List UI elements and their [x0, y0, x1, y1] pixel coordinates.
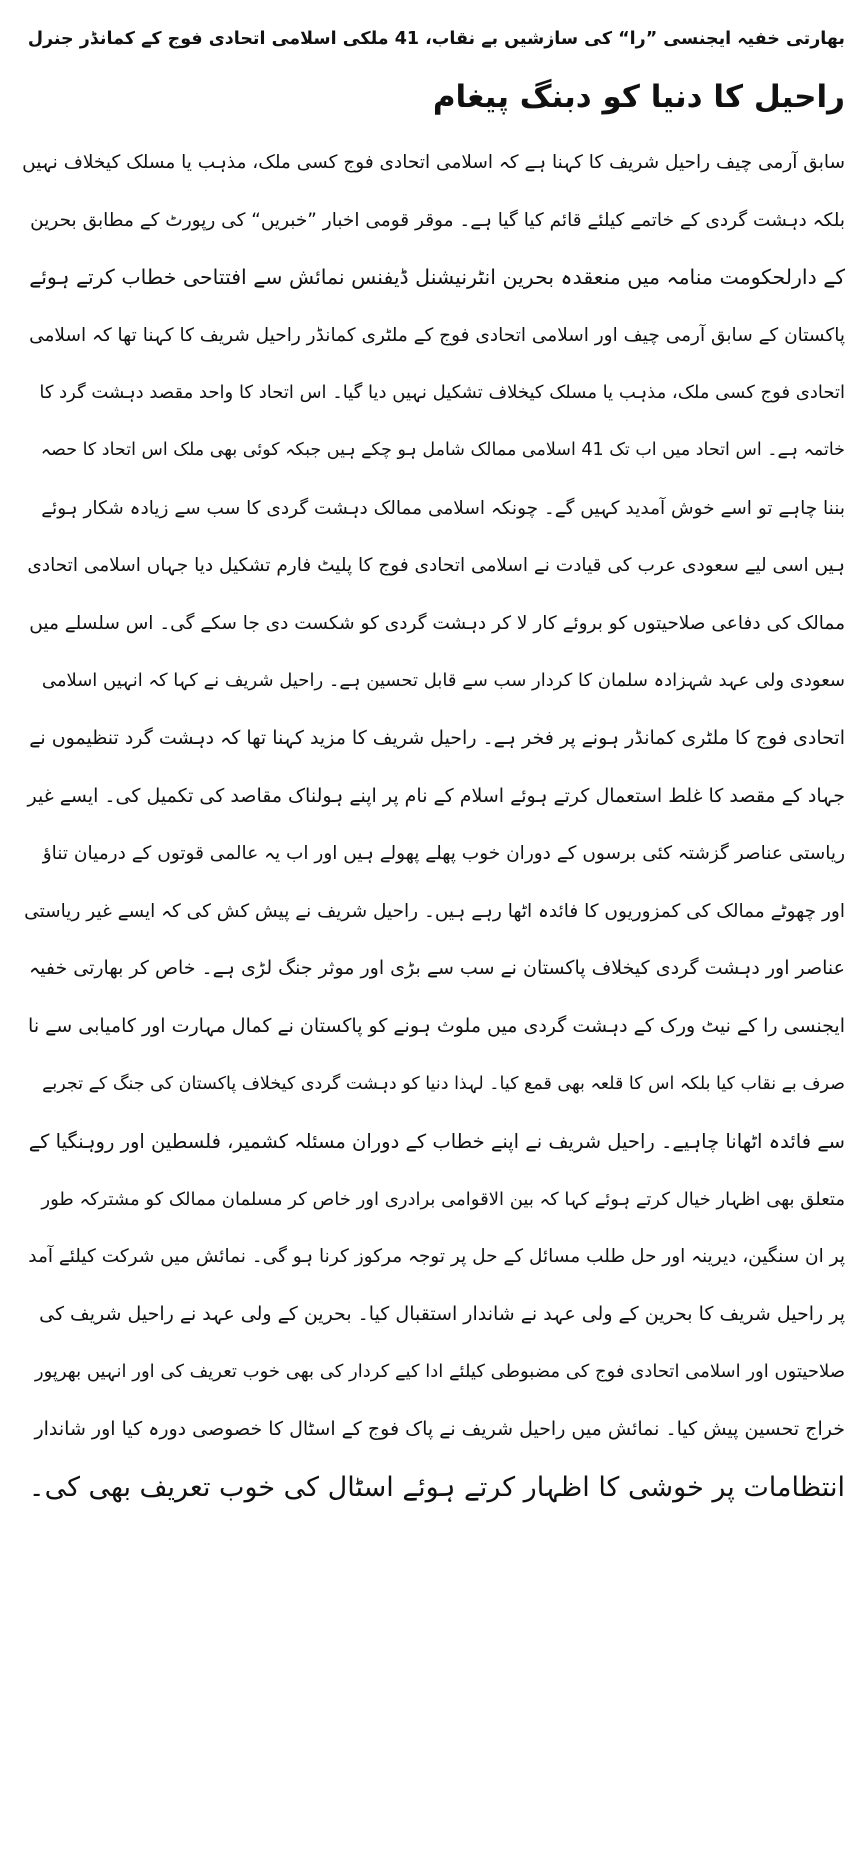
- body-line: بلکہ دہشت گردی کے خاتمے کیلئے قائم کیا گیا ہے۔ موقر قومی اخبار ”خبریں“ کی رپورٹ کے مطابق بحرین: [30, 209, 845, 231]
- body-line: سے فائدہ اٹھانا چاہیے۔ راحیل شریف نے اپنے خطاب کے دوران مسئلہ کشمیر، فلسطین اور روہنگیا کے: [28, 1130, 845, 1154]
- headline-line: بھارتی خفیہ ایجنسی ”را“ کی سازشیں بے نقاب، 41 ملکی اسلامی اتحادی فوج کے کمانڈر جنرل: [27, 29, 845, 49]
- body-line: اتحادی فوج کا ملٹری کمانڈر ہونے پر فخر ہے۔ راحیل شریف کا مزید کہنا تھا کہ دہشت گرد تنظیموں نے: [29, 726, 845, 749]
- body-line: ایجنسی را کے نیٹ ورک کے دہشت گردی میں ملوث ہونے کو پاکستان نے کمال مہارت اور کامیابی سے نا: [28, 1014, 845, 1037]
- body-line: ممالک کی دفاعی صلاحیتوں کو بروئے کار لا کر دہشت گردی کو شکست دی جا سکے گی۔ اس سلسلے میں: [29, 612, 845, 634]
- body-line: ریاستی عناصر گزشتہ کئی برسوں کے دوران خوب پھلے پھولے ہیں اور اب یہ عالمی قوتوں کے درمیان تناؤ: [42, 843, 845, 865]
- body-line: پاکستان کے سابق آرمی چیف اور اسلامی اتحادی فوج کے ملٹری کمانڈر راحیل شریف کا کہنا تھا کہ اسلامی: [29, 324, 845, 346]
- body-line: انتظامات پر خوشی کا اظہار کرتے ہوئے اسٹال کی خوب تعریف بھی کی۔: [28, 1471, 845, 1503]
- body-line: صرف بے نقاب کیا بلکہ اس کا قلعہ بھی قمع کیا۔ لہذا دنیا کو دہشت گردی کیخلاف پاکستان کی جنگ کے تجربے: [42, 1073, 845, 1094]
- body-line: جہاد کے مقصد کا غلط استعمال کرتے ہوئے اسلام کے نام پر اپنے ہولناک مقاصد کی تکمیل کی۔ ایسے غیر: [27, 784, 845, 807]
- body-line: خراج تحسین پیش کیا۔ نمائش میں راحیل شریف نے پاک فوج کے اسٹال کا خصوصی دورہ کیا اور شاندار: [34, 1418, 845, 1441]
- body-line: عناصر اور دہشت گردی کیخلاف پاکستان نے سب سے بڑی اور موثر جنگ لڑی ہے۔ خاص کر بھارتی خفیہ: [28, 957, 845, 980]
- body-line: خاتمہ ہے۔ اس اتحاد میں اب تک 41 اسلامی ممالک شامل ہو چکے ہیں جبکہ کوئی بھی ملک اس اتحاد کا حصہ: [40, 439, 845, 460]
- body-line: متعلق بھی اظہار خیال کرتے ہوئے کہا کہ بین الاقوامی برادری اور خاص کر مسلمان ممالک کو مشترکہ طور: [41, 1188, 845, 1210]
- article-headline: [22, 10, 845, 126]
- body-line: سابق آرمی چیف راحیل شریف کا کہنا ہے کہ اسلامی اتحادی فوج کسی ملک، مذہب یا مسلک کیخلاف نہیں: [22, 152, 845, 173]
- headline-line: راحیل کا دنیا کو دبنگ پیغام: [432, 79, 845, 115]
- body-line: سعودی ولی عہد شہزادہ سلمان کا کردار سب سے قابل تحسین ہے۔ راحیل شریف نے کہا کہ انہیں اسلامی: [41, 670, 845, 692]
- body-line: ہیں اسی لیے سعودی عرب کی قیادت نے اسلامی اتحادی فوج کا پلیٹ فارم تشکیل دیا جہاں اسلامی اتحادی: [27, 555, 845, 577]
- body-line: صلاحیتوں اور اسلامی اتحادی فوج کی مضبوطی کیلئے ادا کیے کردار کی بھی خوب تعریف کی اور انہیں بھرپور: [34, 1361, 845, 1383]
- body-line: کے دارلحکومت منامہ میں منعقدہ بحرین انٹرنیشنل ڈیفنس نمائش سے افتتاحی خطاب کرتے ہوئے: [29, 265, 845, 290]
- body-line: اتحادی فوج کسی ملک، مذہب یا مسلک کیخلاف تشکیل نہیں دیا گیا۔ اس اتحاد کا واحد مقصد دہشت گرد کا: [39, 382, 845, 404]
- body-line: بننا چاہے تو اسے خوش آمدید کہیں گے۔ چونکہ اسلامی ممالک دہشت گردی کا سب سے زیادہ شکار ہوئے: [41, 497, 845, 519]
- body-line: اور چھوٹے ممالک کی کمزوریوں کا فائدہ اٹھا رہے ہیں۔ راحیل شریف نے پیش کش کی کہ ایسے غیر ریاستی: [24, 900, 845, 922]
- article-body: [22, 134, 845, 1516]
- body-line: پر ان سنگین، دیرینہ اور حل طلب مسائل کے حل پر توجہ مرکوز کرنا ہو گی۔ نمائش میں شرکت کیلئے آمد: [28, 1246, 845, 1268]
- body-line: پر راحیل شریف کا بحرین کے ولی عہد نے شاندار استقبال کیا۔ بحرین کے ولی عہد نے راحیل شریف کی: [39, 1302, 845, 1325]
